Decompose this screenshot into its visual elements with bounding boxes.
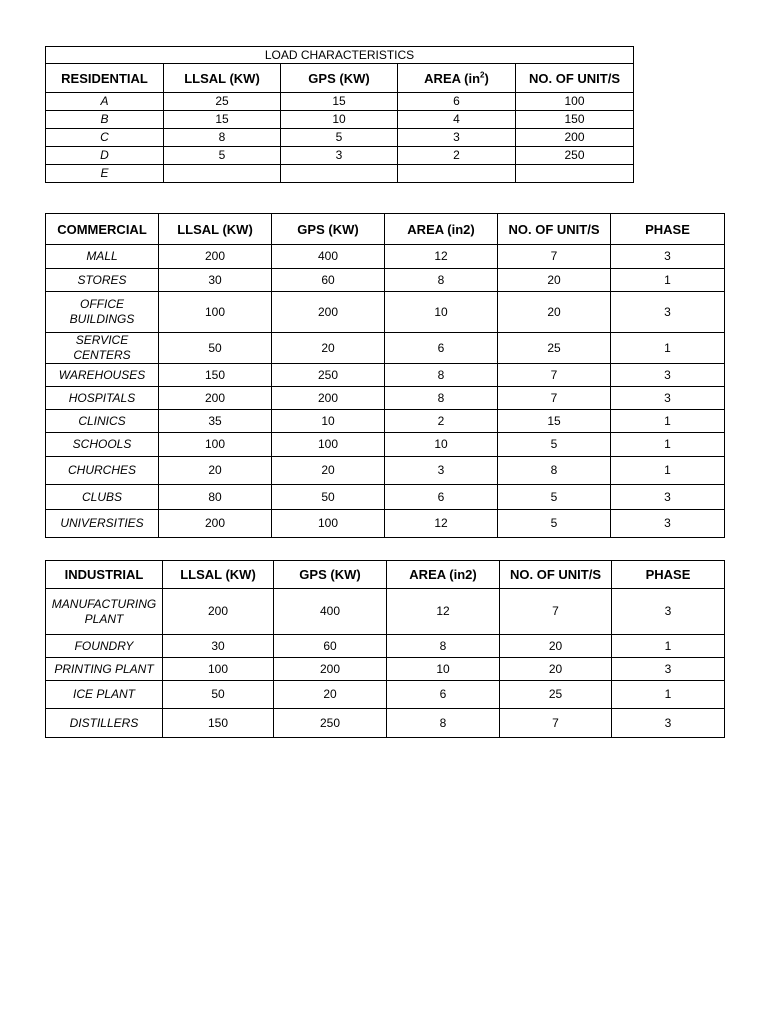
value-cell: 8 [385,387,498,410]
value-cell: 5 [281,129,398,147]
value-cell: 1 [612,681,725,709]
row-label-cell: DISTILLERS [46,709,163,738]
table-row [46,433,725,457]
value-cell [164,165,281,183]
row-label-cell: C [46,129,164,147]
value-cell: 200 [159,510,272,538]
value-cell: 250 [516,147,634,165]
row-label-cell: FOUNDRY [46,635,163,658]
row-label-cell: PRINTING PLANT [46,658,163,681]
value-cell: 2 [385,410,498,433]
value-cell: 100 [159,433,272,457]
table-row [46,292,725,333]
row-label-cell: SCHOOLS [46,433,159,457]
value-cell: 200 [163,589,274,635]
table-row [46,457,725,485]
value-cell: 10 [272,410,385,433]
row-label-cell: CHURCHES [46,457,159,485]
value-cell: 30 [163,635,274,658]
value-cell [281,165,398,183]
table-row [46,269,725,292]
value-cell: 8 [385,269,498,292]
value-cell: 12 [385,510,498,538]
value-cell: 200 [274,658,387,681]
value-cell: 35 [159,410,272,433]
value-cell: 5 [498,433,611,457]
value-cell: 6 [385,333,498,364]
value-cell: 1 [611,433,725,457]
row-label-cell: CLUBS [46,485,159,510]
col-header-llsal: LLSAL (KW) [163,561,274,589]
value-cell: 12 [387,589,500,635]
table-row [46,658,725,681]
value-cell [516,165,634,183]
value-cell: 20 [500,658,612,681]
value-cell: 20 [498,269,611,292]
table-row [46,589,725,635]
col-header-category: INDUSTRIAL [46,561,163,589]
value-cell: 3 [611,364,725,387]
value-cell: 50 [272,485,385,510]
value-cell: 80 [159,485,272,510]
value-cell: 3 [612,658,725,681]
value-cell: 150 [163,709,274,738]
col-header-units: NO. OF UNIT/S [500,561,612,589]
row-label-cell: SERVICE CENTERS [46,333,159,364]
value-cell: 50 [163,681,274,709]
value-cell: 15 [498,410,611,433]
col-header-area: AREA (in2) [387,561,500,589]
header-row [46,64,634,93]
value-cell: 20 [274,681,387,709]
row-label-cell: UNIVERSITIES [46,510,159,538]
table-row [46,709,725,738]
value-cell: 10 [387,658,500,681]
value-cell: 7 [498,245,611,269]
value-cell: 100 [159,292,272,333]
table-row [46,510,725,538]
value-cell: 7 [498,387,611,410]
value-cell: 1 [611,333,725,364]
value-cell: 1 [611,457,725,485]
residential-table [45,46,634,183]
value-cell: 15 [281,93,398,111]
value-cell: 8 [385,364,498,387]
area-close-paren: ) [484,70,489,86]
row-label-cell: MALL [46,245,159,269]
table-title: LOAD CHARACTERISTICS [46,47,634,64]
industrial-table [45,560,725,738]
value-cell: 8 [387,709,500,738]
table-row [46,410,725,433]
commercial-table [45,213,725,538]
row-label-cell: WAREHOUSES [46,364,159,387]
value-cell: 4 [398,111,516,129]
row-label-cell: CLINICS [46,410,159,433]
row-label-cell: B [46,111,164,129]
table-row [46,147,634,165]
value-cell: 8 [387,635,500,658]
value-cell: 60 [274,635,387,658]
value-cell: 3 [612,709,725,738]
value-cell: 100 [272,433,385,457]
value-cell: 5 [498,485,611,510]
value-cell: 20 [500,635,612,658]
table-row [46,111,634,129]
value-cell [398,165,516,183]
row-label-cell: HOSPITALS [46,387,159,410]
header-row [46,561,725,589]
table-row [46,245,725,269]
col-header-phase: PHASE [612,561,725,589]
industrial-body [46,589,725,738]
col-header-phase: PHASE [611,214,725,245]
row-label-cell: STORES [46,269,159,292]
value-cell: 150 [159,364,272,387]
value-cell: 7 [498,364,611,387]
col-header-area [398,64,516,93]
col-header-llsal: LLSAL (KW) [159,214,272,245]
value-cell: 150 [516,111,634,129]
value-cell: 50 [159,333,272,364]
table-row [46,165,634,183]
value-cell: 7 [500,589,612,635]
table-row [46,364,725,387]
table-row [46,93,634,111]
value-cell: 200 [272,292,385,333]
value-cell: 250 [272,364,385,387]
col-header-llsal: LLSAL (KW) [164,64,281,93]
value-cell: 5 [498,510,611,538]
value-cell: 20 [272,457,385,485]
value-cell: 200 [159,387,272,410]
value-cell: 250 [274,709,387,738]
value-cell: 3 [281,147,398,165]
col-header-gps: GPS (KW) [281,64,398,93]
col-header-units: NO. OF UNIT/S [498,214,611,245]
value-cell: 10 [385,292,498,333]
value-cell: 3 [611,510,725,538]
value-cell: 25 [164,93,281,111]
value-cell: 60 [272,269,385,292]
value-cell: 30 [159,269,272,292]
value-cell: 7 [500,709,612,738]
value-cell: 5 [164,147,281,165]
value-cell: 25 [500,681,612,709]
value-cell: 3 [385,457,498,485]
value-cell: 1 [612,635,725,658]
value-cell: 3 [612,589,725,635]
row-label-cell: OFFICE BUILDINGS [46,292,159,333]
value-cell: 20 [498,292,611,333]
table-row [46,333,725,364]
value-cell: 15 [164,111,281,129]
value-cell: 3 [611,387,725,410]
value-cell: 100 [163,658,274,681]
value-cell: 3 [611,245,725,269]
header-row [46,214,725,245]
value-cell: 8 [164,129,281,147]
table-row [46,387,725,410]
value-cell: 6 [385,485,498,510]
col-header-gps: GPS (KW) [272,214,385,245]
row-label-cell: E [46,165,164,183]
value-cell: 20 [159,457,272,485]
col-header-gps: GPS (KW) [274,561,387,589]
value-cell: 200 [516,129,634,147]
col-header-category: COMMERCIAL [46,214,159,245]
value-cell: 20 [272,333,385,364]
value-cell: 1 [611,410,725,433]
table-row [46,485,725,510]
value-cell: 10 [281,111,398,129]
value-cell: 10 [385,433,498,457]
col-header-category: RESIDENTIAL [46,64,164,93]
value-cell: 3 [611,485,725,510]
value-cell: 3 [398,129,516,147]
value-cell: 400 [274,589,387,635]
commercial-body [46,245,725,538]
residential-body [46,93,634,183]
row-label-cell: A [46,93,164,111]
value-cell: 200 [159,245,272,269]
value-cell: 200 [272,387,385,410]
value-cell: 100 [516,93,634,111]
value-cell: 6 [398,93,516,111]
value-cell: 100 [272,510,385,538]
row-label-cell: MANUFACTURING PLANT [46,589,163,635]
row-label-cell: D [46,147,164,165]
area-label: AREA (in [424,70,481,86]
value-cell: 6 [387,681,500,709]
table-row [46,129,634,147]
value-cell: 2 [398,147,516,165]
value-cell: 400 [272,245,385,269]
value-cell: 12 [385,245,498,269]
value-cell: 3 [611,292,725,333]
area-superscript: 2 [480,70,485,80]
table-row [46,635,725,658]
value-cell: 25 [498,333,611,364]
col-header-area: AREA (in2) [385,214,498,245]
col-header-units: NO. OF UNIT/S [516,64,634,93]
table-title-row [46,47,634,64]
table-row [46,681,725,709]
row-label-cell: ICE PLANT [46,681,163,709]
value-cell: 1 [611,269,725,292]
value-cell: 8 [498,457,611,485]
